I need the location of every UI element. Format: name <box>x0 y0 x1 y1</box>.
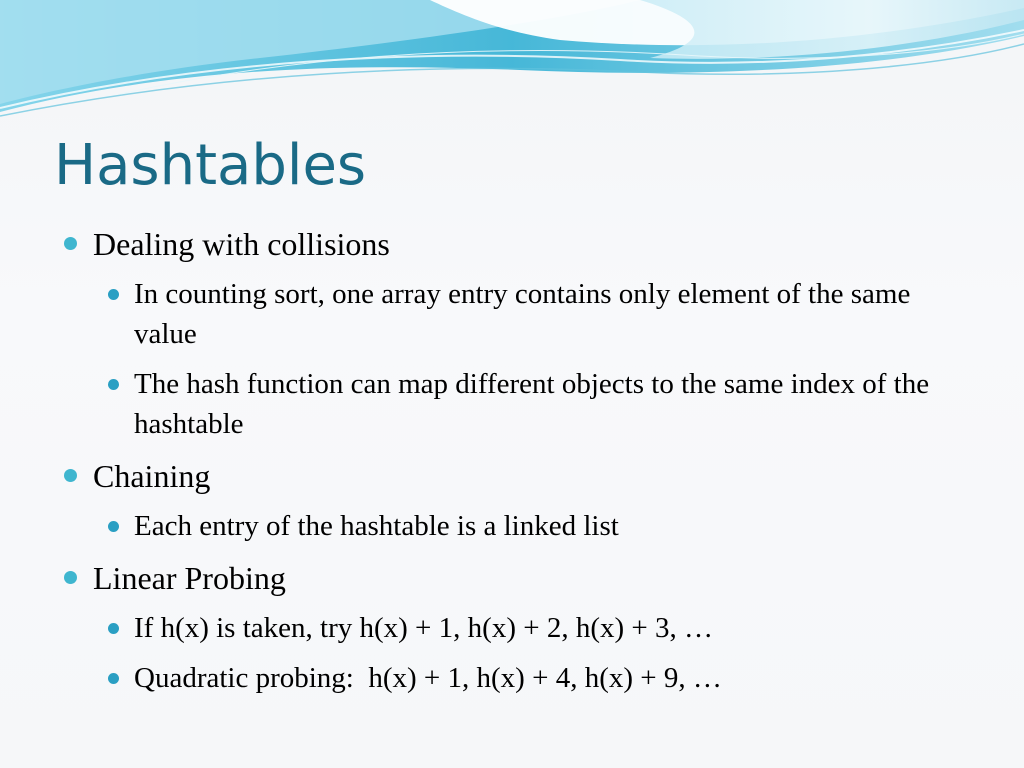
sub-bullet-text: The hash function can map different objects to the same index of the hashtable <box>134 368 930 440</box>
sub-bullet-icon <box>108 673 119 684</box>
bullet-icon <box>64 571 77 584</box>
bullet-text: Chaining <box>93 458 211 494</box>
bullet-text: Linear Probing <box>93 560 286 596</box>
sub-bullet-icon <box>108 521 119 532</box>
bullet-text: Dealing with collisions <box>93 226 390 262</box>
sub-bullet-text: Quadratic probing: h(x) + 1, h(x) + 4, h(x) + 9, … <box>134 662 722 694</box>
sub-bullet-item <box>60 364 980 444</box>
sub-bullet-text: If h(x) is taken, try h(x) + 1, h(x) + 2, h(x) + 3, … <box>134 612 713 644</box>
sub-bullet-text: Each entry of the hashtable is a linked list <box>134 510 619 542</box>
sub-bullet-item <box>60 506 980 546</box>
sub-bullet-item <box>60 274 980 354</box>
bullet-icon <box>64 237 77 250</box>
sub-bullet-icon <box>108 379 119 390</box>
slide-title: Hashtables <box>54 133 367 198</box>
bullet-list <box>60 224 980 698</box>
sub-bullet-item <box>60 608 980 648</box>
sub-bullet-icon <box>108 289 119 300</box>
sub-bullet-item <box>60 658 980 698</box>
bullet-icon <box>64 469 77 482</box>
bullet-item <box>60 224 980 264</box>
bullet-item <box>60 456 980 496</box>
bullet-item <box>60 558 980 598</box>
header-wave-decoration <box>0 0 1024 130</box>
sub-bullet-icon <box>108 623 119 634</box>
sub-bullet-text: In counting sort, one array entry contains only element of the same value <box>134 278 911 350</box>
